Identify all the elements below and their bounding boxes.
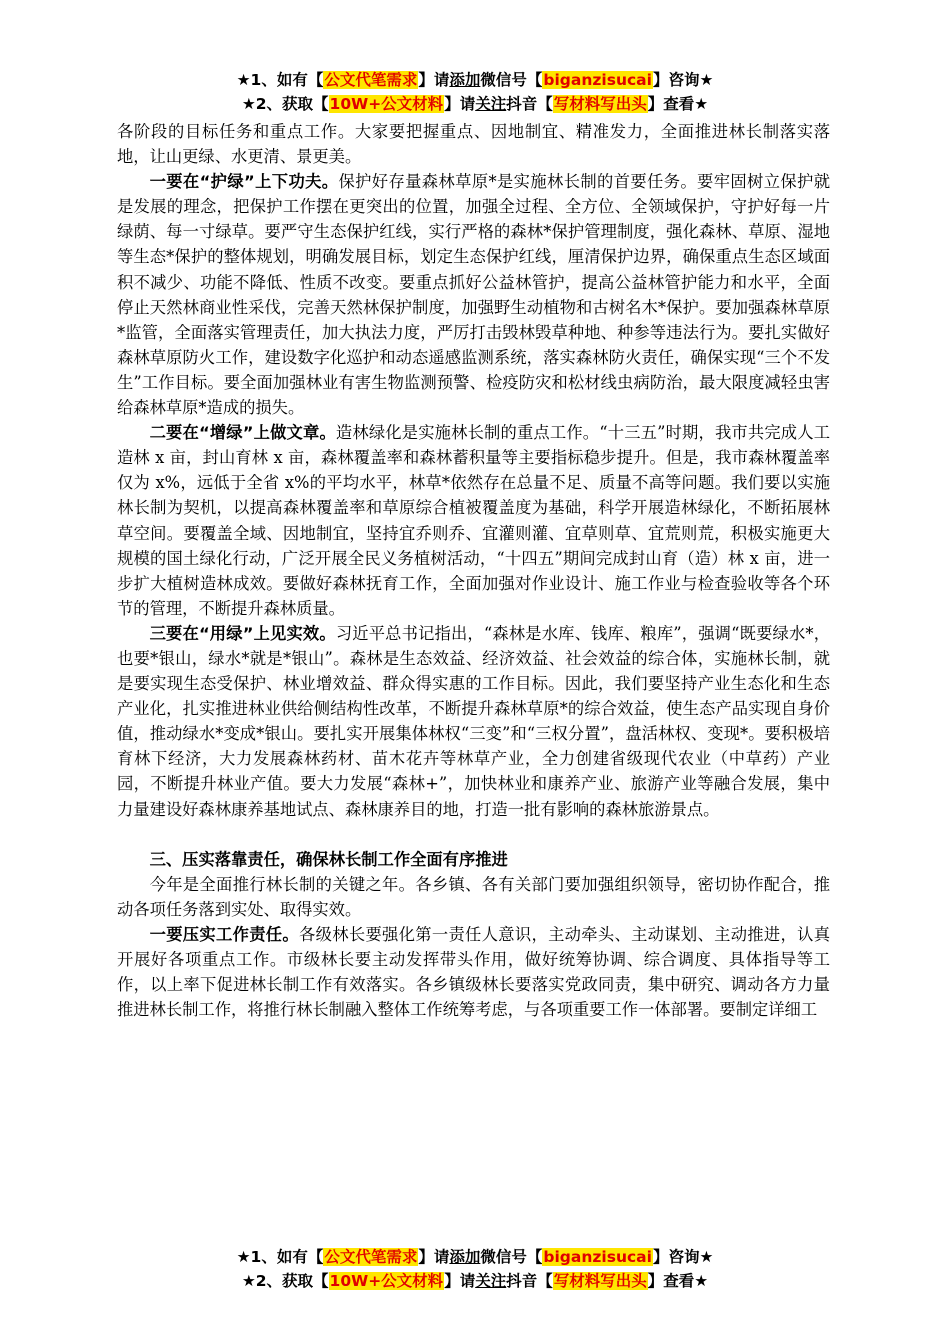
promo-highlight: 10W+公文材料 [329,1272,444,1290]
paragraph-intro: 今年是全面推行林长制的关键之年。各乡镇、各有关部门要加强组织领导，密切协作配合，推动各项任务落到实处、取得实效。 [117,874,830,919]
paragraph-text: 保护好存量森林草原*是实施林长制的首要任务。要牢固树立保护就是发展的理念，把保护工作摆在更突出的位置，加强全过程、全方位、全领域保护，守护好每一片绿荫、每一寸绿草。要严守生态保护红线，实行严格的森林*保护管理制度，强化森林、草原、湿地等生态*保护的整体规划，明确发展目标，划定生态保护红线，厘清保护边界，确保重点生态区域面积不减少、功能不降低、性质不改变。要重点抓好公益林管护，提高公益林管护能力和水平，全面停止天然林商业性采伐，完善天然林保护制度，加强野生动植物和古树名木*保护。要加强森林草原*监管，全面落实管理责任，加大执法力度，严厉打击毁林毁草种地、种参等违法行为。要扎实做好森林草原防火工作，建设数字化巡护和动态遥感监测系统，落实森林防火责任，确保实现“三个不发生”工作目标。要全面加强林业有害生物监测预警、检疫防灾和松材线虫病防治，最大限度减轻虫害给森林草原*造成的损失。 [117,172,830,418]
promo-text: 抖音【 [506,95,553,113]
promo-text: 】请 [418,1248,450,1266]
promo-text: ★1、如有【 [236,1248,324,1266]
promo-line-1 [120,1245,830,1269]
paragraph-lead: 一要压实工作责任。 [149,924,300,944]
promo-banner-bottom [120,1245,830,1293]
promo-text: ★2、获取【 [241,1272,329,1290]
paragraph-text: 造林绿化是实施林长制的重点工作。“十三五”时期，我市共完成人工造林 x 亩，封山育林 x 亩，森林覆盖率和森林蓄积量等主要指标稳步提升。但是，我市森林覆盖率仅为 x%，远低于全省 x%的平均水平，林草*依然存在总量不足、质量不高等问题。我们要以实施林长制为契机，以提高森林覆盖率和草原综合植被覆盖度为基础，科学开展造林绿化，不断拓展林草空间。要覆盖全域、因地制宜，坚持宜乔则乔、宜灌则灌、宜草则草、宜荒则荒，积极实施更大规模的国土绿化行动，广泛开展全民义务植树活动，“十四五”期间完成封山育（造）林 x 亩，进一步扩大植树造林成效。要做好森林抚育工作，全面加强对作业设计、施工作业与检查验收等各个环节的管理，不断提升森林质量。 [117,423,830,618]
paragraph-lead: 一要在“护绿”上下功夫。 [149,172,339,192]
promo-text: 】咨询★ [652,71,714,89]
promo-text: 微信号【 [480,1248,543,1266]
promo-line-2 [120,1269,830,1293]
promo-text: 】请 [444,95,476,113]
promo-line-2 [120,92,830,116]
promo-underline: 关注 [475,95,507,113]
promo-text: 】请 [418,71,450,89]
promo-underline: 添加 [449,71,481,89]
promo-banner-top [120,68,830,116]
promo-highlight-wechat: biganzisucai [543,71,652,89]
paragraph-lead: 二要在“增绿”上做文章。 [149,423,336,443]
paragraph-text: 习近平总书记指出，“森林是水库、钱库、粮库”，强调“既要绿水*，也要*银山，绿水*就是*银山”。森林是生态效益、经济效益、社会效益的综合体，实施林长制，就是要实现生态受保护、林业增效益、群众得实惠的工作目标。因此，我们要坚持产业生态化和生态产业化，扎实推进林业供给侧结构性改革，不断提升森林草原*的综合效益，使生态产品实现自身价值，推动绿水*变成*银山。要扎实开展集体林权“三变”和“三权分置”，盘活林权、变现*。要积极培育林下经济，大力发展森林药材、苗木花卉等林草产业，全力创建省级现代农业（中草药）产业园，不断提升林业产值。要大力发展“森林+”，加快林业和康养产业、旅游产业等融合发展，集中力量建设好森林康养基地试点、森林康养目的地，打造一批有影响的森林旅游景点。 [117,623,830,819]
promo-text: 】查看★ [647,1272,709,1290]
promo-highlight: 10W+公文材料 [329,95,444,113]
promo-highlight-douyin: 写材料写出头 [553,95,647,113]
paragraph-use-green [117,621,830,822]
paragraph-text: 各级林长要强化第一责任人意识，主动牵头、主动谋划、主动推进，认真开展好各项重点工作。市级林长要主动发挥带头作用，做好统筹协调、综合调度、具体指导等工作，以上率下促进林长制工作有效落实。各乡镇级林长要落实党政同责，集中研究、调动各方力量推进林长制工作，将推行林长制融入整体工作统筹考虑，与各项重要工作一体部署。要制定详细工 [117,924,830,1020]
paragraph-responsibility [117,922,830,1022]
promo-text: 】查看★ [647,95,709,113]
promo-underline: 关注 [475,1272,507,1290]
promo-underline: 添加 [449,1248,481,1266]
paragraph-continued: 各阶段的目标任务和重点工作。大家要把握重点、因地制宜、精准发力，全面推进林长制落实落地，让山更绿、水更清、景更美。 [117,122,830,167]
promo-highlight-douyin: 写材料写出头 [553,1272,647,1290]
paragraph-increase-green [117,420,830,621]
promo-text: ★1、如有【 [236,71,324,89]
document-body [117,119,830,1022]
paragraph-protect-green [117,169,830,420]
promo-line-1 [120,68,830,92]
promo-text: ★2、获取【 [241,95,329,113]
promo-text: 】请 [444,1272,476,1290]
promo-highlight: 公文代笔需求 [324,1248,418,1266]
section-heading: 三、压实落靠责任，确保林长制工作全面有序推进 [149,849,508,869]
promo-text: 】咨询★ [652,1248,714,1266]
promo-text: 微信号【 [480,71,543,89]
promo-text: 抖音【 [506,1272,553,1290]
promo-highlight: 公文代笔需求 [324,71,418,89]
promo-highlight-wechat: biganzisucai [543,1248,652,1266]
paragraph-lead: 三要在“用绿”上见实效。 [149,623,336,643]
